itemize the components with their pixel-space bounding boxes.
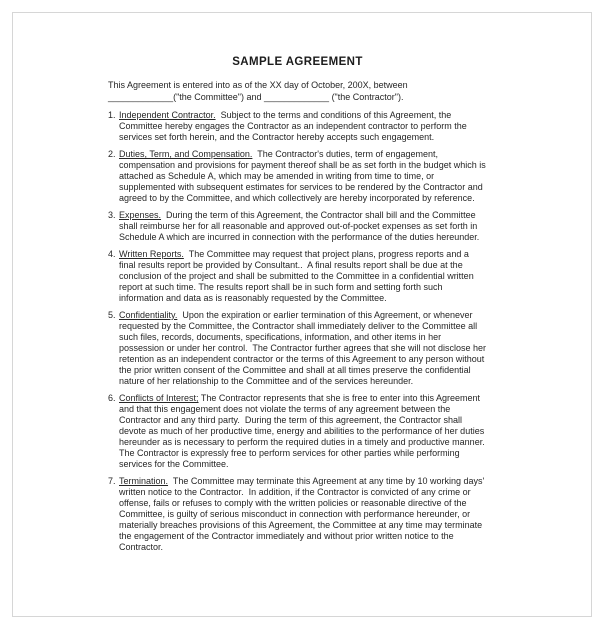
- item-heading: Written Reports.: [119, 249, 184, 259]
- item-heading: Independent Contractor.: [119, 110, 216, 120]
- item-body: The Committee may request that project plans, progress reports and a final results report be provided by Consultant.. A final results report shall be due at the conclusion of the project and shall be submitted to the Committee in a confidential written report at such time. The results report shall be in such form and setting forth such information and data as is reasonably requested by the Committee.: [119, 249, 477, 303]
- clause-expenses: [108, 210, 487, 243]
- item-heading: Confidentiality.: [119, 310, 178, 320]
- item-text: [119, 393, 490, 470]
- item-number: 3.: [108, 210, 116, 220]
- item-body: Subject to the terms and conditions of this Agreement, the Committee hereby engages the Contractor as an independent contractor to perform the services set forth herein, and the Contractor hereby accepts such engagement.: [119, 110, 470, 142]
- clause-independent-contractor: [108, 110, 487, 143]
- clause-written-reports: [108, 249, 487, 304]
- clause-confidentiality: [108, 310, 487, 387]
- document-title: SAMPLE AGREEMENT: [232, 56, 363, 68]
- item-heading: Expenses.: [119, 210, 162, 220]
- item-text: [119, 249, 487, 304]
- item-number: 7.: [108, 476, 116, 486]
- item-text: [119, 310, 487, 387]
- item-number: 2.: [108, 149, 116, 159]
- item-body: The Contractor represents that she is free to enter into this Agreement and that this engagement does not violate the terms of any agreement between the Contractor and any third party. During the term of this agreement, the Contractor shall devote as much of her productive time, energy and abilities to the performance of her duties hereunder as is necessary to perform the required duties in a timely and productive manner. The Contractor is expressly free to perform services for other parties while performing services for the Committee.: [119, 393, 490, 469]
- item-body: The Committee may terminate this Agreement at any time by 10 working days' written notice to the Contractor. In addition, if the Contractor is convicted of any crime or offense, fails or refuses to comply with the written policies or reasonable directive of the Committee, is guilty of serious misconduct in connection with performance hereunder, or materially breaches provisions of this Agreement, the Committee at any time may terminate the engagement of the Contractor immediately and without prior written notice to the Contractor.: [119, 476, 487, 552]
- clause-termination: [108, 476, 487, 553]
- item-body: During the term of this Agreement, the Contractor shall bill and the Committee shall reimburse her for all reasonable and approved out-of-pocket expenses as set forth in Schedule A which are incurred in connection with the performance of the duties hereunder.: [119, 210, 480, 242]
- item-heading: Conflicts of Interest;: [119, 393, 199, 403]
- item-number: 1.: [108, 110, 116, 120]
- item-heading: Duties, Term, and Compensation.: [119, 149, 253, 159]
- item-number: 5.: [108, 310, 116, 320]
- item-number: 6.: [108, 393, 116, 403]
- item-body: The Contractor's duties, term of engagement, compensation and provisions for payment thereof shall be as set forth in the budget which is attached as Schedule A, which may be amended in writing from time to time, or supplemented with subsequent estimates for services to be rendered by the Contractor and agreed to by the Committee, and which collectively are hereby incorporated by reference.: [119, 149, 489, 203]
- item-text: [119, 110, 487, 143]
- document-page: [12, 12, 592, 617]
- clause-duties-term-compensation: [108, 149, 487, 204]
- item-text: [119, 149, 487, 204]
- item-heading: Termination.: [119, 476, 169, 486]
- agreement-clause-list: [108, 110, 490, 553]
- clause-conflicts-of-interest: [108, 393, 490, 470]
- item-text: [119, 476, 487, 553]
- item-body: Upon the expiration or earlier termination of this Agreement, or whenever requested by the Committee, the Contractor shall immediately deliver to the Committee all such files, records, documents, specifications, information, and other items in her possession or under her control. The Contractor further agrees that she will not disclose her retention as an independent contractor or the terms of this Agreement to any person without the prior written consent of the Committee and shall at all times preserve the confidential nature of her relationship to the Committee and of the services hereunder.: [119, 310, 489, 386]
- item-text: [119, 210, 487, 243]
- item-number: 4.: [108, 249, 116, 259]
- intro-paragraph: This Agreement is entered into as of the XX day of October, 200X, between _____________("the Committee") and _____________ ("the Contractor").: [108, 80, 408, 102]
